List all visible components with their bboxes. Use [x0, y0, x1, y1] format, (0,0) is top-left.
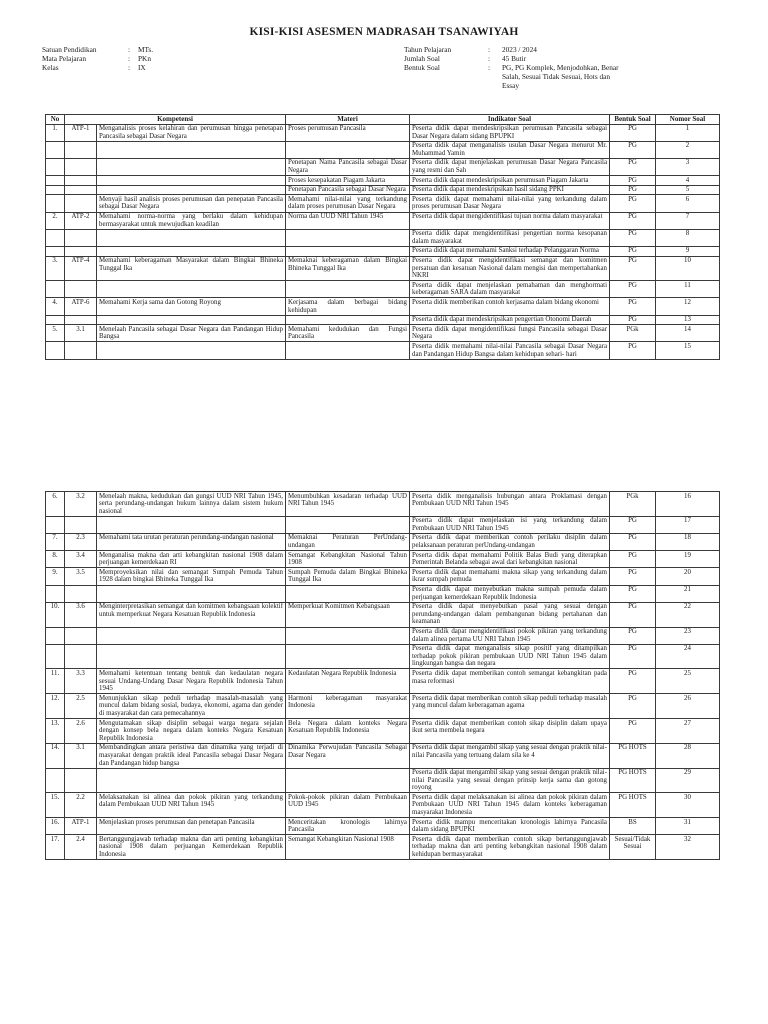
cell-materi	[286, 516, 410, 533]
meta-colon: :	[128, 53, 131, 63]
cell-code	[65, 281, 97, 298]
cell-kompetensi: Memahami tata urutan peraturan perundang-undangan nasional	[97, 533, 286, 550]
cell-indikator: Peserta didik dapat menyebutkan pasal yang sesuai dengan perundang-undangan dalam pembangunan bidang pertahanan dan keamanan	[410, 602, 610, 627]
cell-bentuk-soal: PG	[610, 342, 656, 359]
cell-no: 8.	[46, 551, 65, 568]
meta-colon: :	[128, 45, 131, 54]
cell-no: 1.	[46, 124, 65, 141]
cell-kompetensi: Menelaah makna, kedudukan dan gungsi UUD NRI Tahun 1945, serta perundang-undangan hukum lainnya dalam sistem hukum nasional	[97, 492, 286, 517]
table-body-page-2	[46, 492, 720, 860]
cell-kompetensi: Memahami Kerja sama dan Gotong Royong	[97, 298, 286, 315]
cell-indikator: Peserta didik dapat memahami Sanksi terhadap Pelanggaran Norma	[410, 246, 610, 256]
cell-bentuk-soal: PG HOTS	[610, 743, 656, 768]
cell-bentuk-soal: PG	[610, 602, 656, 627]
cell-bentuk-soal: PG HOTS	[610, 793, 656, 818]
cell-bentuk-soal: PG	[610, 533, 656, 550]
cell-code: ATP-1	[65, 818, 97, 835]
table-row	[46, 585, 720, 602]
cell-bentuk-soal: PG	[610, 212, 656, 229]
cell-materi: Proses kesepakatan Piagam Jakarta	[286, 176, 410, 186]
cell-nomor-soal: 25	[656, 669, 720, 694]
meta-left	[42, 46, 153, 73]
cell-indikator: Peserta didik dapat menjelaskan isi yang terkandung dalam Pembukaan UUD NRI Tahun 1945	[410, 516, 610, 533]
cell-kompetensi	[97, 246, 286, 256]
cell-nomor-soal: 21	[656, 585, 720, 602]
cell-nomor-soal: 15	[656, 342, 720, 359]
cell-no	[46, 644, 65, 669]
cell-materi	[286, 246, 410, 256]
cell-indikator: Peserta didik dapat mengambil sikap yang sesuai dengan praktik nilai-nilai Pancasila yang sesuai dengan prinsip kerja sama dan gotong royong	[410, 768, 610, 793]
cell-indikator: Peserta didik dapat mengidentifikasi semangat dan komitmen persatuan dan kesatuan Nasional dalam mengisi dan mempertahankan NKRI	[410, 256, 610, 281]
cell-kompetensi: Menyaji hasil analisis proses perumusan dan penepatan Pancasila sebagai Dasar Negara	[97, 195, 286, 212]
cell-bentuk-soal: PG	[610, 124, 656, 141]
cell-kompetensi	[97, 516, 286, 533]
cell-materi: Dinamika Perwujudan Pancasila Sebagai Dasar Negara	[286, 743, 410, 768]
cell-bentuk-soal: PG	[610, 281, 656, 298]
cell-code	[65, 627, 97, 644]
cell-code: 3.6	[65, 602, 97, 627]
cell-materi	[286, 229, 410, 246]
meta-value: MTs.	[138, 45, 154, 54]
cell-materi	[286, 281, 410, 298]
meta-colon: :	[488, 53, 491, 63]
cell-materi: Kedaulatan Negara Republik Indonesia	[286, 669, 410, 694]
cell-materi: Semangat Kebangkitan Nasional Tahun 1908	[286, 551, 410, 568]
cell-kompetensi	[97, 315, 286, 325]
cell-kompetensi: Melaksanakan isi alinea dan pokok pikiran yang terkandung dalam Pembukaan UUD NRI Tahun 1945	[97, 793, 286, 818]
table-row	[46, 492, 720, 517]
cell-no: 17.	[46, 835, 65, 860]
cell-code: 3.2	[65, 492, 97, 517]
meta-value: IX	[138, 62, 146, 72]
table-row	[46, 835, 720, 860]
cell-no	[46, 342, 65, 359]
cell-no: 14.	[46, 743, 65, 768]
cell-nomor-soal: 1	[656, 124, 720, 141]
meta-right	[404, 46, 624, 91]
cell-code: ATP-4	[65, 256, 97, 281]
cell-code: 2.2	[65, 793, 97, 818]
cell-nomor-soal: 4	[656, 176, 720, 186]
cell-no	[46, 281, 65, 298]
cell-no	[46, 158, 65, 175]
cell-kompetensi: Menunjukkan sikap peduli terhadap masalah-masalah yang muncul dalam bidang sosial, budaya, ekonomi, agama dan gender di masyarakat dan cara pemecahannya	[97, 694, 286, 719]
cell-materi: Memaknai keberagaman dalam Bingkai Bhineka Tunggal Ika	[286, 256, 410, 281]
cell-nomor-soal: 23	[656, 627, 720, 644]
cell-indikator: Peserta didik dapat mendeskripsikan pengertian Otonomi Daerah	[410, 315, 610, 325]
table-row	[46, 768, 720, 793]
table-row	[46, 212, 720, 229]
cell-code	[65, 141, 97, 158]
cell-code	[65, 195, 97, 212]
table-row	[46, 719, 720, 744]
cell-materi: Kerjasama dalam berbagai bidang kehidupan	[286, 298, 410, 315]
cell-nomor-soal: 18	[656, 533, 720, 550]
cell-code: 3.3	[65, 669, 97, 694]
cell-kompetensi	[97, 585, 286, 602]
cell-nomor-soal: 14	[656, 325, 720, 342]
cell-kompetensi: Menganalisa makna dan arti kebangkitan nasional 1908 dalam perjuangan kemerdekaan RI	[97, 551, 286, 568]
cell-materi: Memahami nilai-nilai yang terkandung dalam proses perumusan Dasar Negara	[286, 195, 410, 212]
cell-nomor-soal: 16	[656, 492, 720, 517]
cell-bentuk-soal: PG	[610, 719, 656, 744]
header-indikator: Indikator Soal	[410, 115, 610, 125]
cell-nomor-soal: 13	[656, 315, 720, 325]
cell-bentuk-soal: Sesuai/Tidak Sesuai	[610, 835, 656, 860]
cell-materi	[286, 627, 410, 644]
cell-nomor-soal: 17	[656, 516, 720, 533]
cell-code	[65, 246, 97, 256]
cell-bentuk-soal: PGk	[610, 325, 656, 342]
cell-bentuk-soal: PG HOTS	[610, 768, 656, 793]
cell-indikator: Peserta didik dapat mengidentifikasi fungsi Pancasila sebagai Dasar Negara	[410, 325, 610, 342]
cell-kompetensi: Menjelaskan proses perumusan dan penetapan Pancasila	[97, 818, 286, 835]
cell-no: 6.	[46, 492, 65, 517]
table-row	[46, 124, 720, 141]
cell-materi: Proses perumusan Pancasila	[286, 124, 410, 141]
cell-kompetensi: Mengutamakan sikap disiplin sebagai warga negara sejalan dengan konsep bela negara dalam konteks Negara Kesatuan Republik Indonesia	[97, 719, 286, 744]
cell-indikator: Peserta didik dapat memberikan contoh sikap bertanggungjawab terhadap makna dan arti penting kebangkitan nasional 1908 dalam kehidupan bermasyarakat	[410, 835, 610, 860]
cell-nomor-soal: 3	[656, 158, 720, 175]
cell-bentuk-soal: PG	[610, 229, 656, 246]
cell-materi: Penetapan Pancasila sebagai Dasar Negara	[286, 185, 410, 195]
cell-no	[46, 516, 65, 533]
cell-indikator: Peserta didik dapat mengidentifikasi tujuan norma dalam masyarakat	[410, 212, 610, 229]
cell-nomor-soal: 10	[656, 256, 720, 281]
cell-no: 13.	[46, 719, 65, 744]
meta-value: PKn	[138, 53, 151, 63]
table-row	[46, 298, 720, 315]
cell-bentuk-soal: PG	[610, 644, 656, 669]
cell-no: 10.	[46, 602, 65, 627]
cell-materi	[286, 315, 410, 325]
meta-value: 2023 / 2024	[502, 45, 537, 54]
meta-colon: :	[128, 62, 131, 72]
cell-bentuk-soal: BS	[610, 818, 656, 835]
cell-kompetensi: Bertanggungjawab terhadap makna dan arti penting kebangkitan nasional 1908 dalam perjuangan Kemerdekaan Republik Indonesia	[97, 835, 286, 860]
cell-materi: Menumbuhkan kesadaran terhadap UUD NRI Tahun 1945	[286, 492, 410, 517]
cell-no: 9.	[46, 568, 65, 585]
cell-materi: Penetapan Nama Pancasila sebagai Dasar Negara	[286, 158, 410, 175]
cell-nomor-soal: 6	[656, 195, 720, 212]
meta-key: Jumlah Soal	[404, 53, 440, 63]
kisi-table-page-1	[45, 114, 720, 360]
cell-indikator: Peserta didik dapat menjelaskan perumusan Dasar Negara Pancasila yang resmi dan Sah	[410, 158, 610, 175]
cell-indikator: Peserta didik dapat memberikan contoh sikap disiplin dalam upaya ikut serta membela negara	[410, 719, 610, 744]
cell-kompetensi	[97, 768, 286, 793]
cell-code: 3.1	[65, 743, 97, 768]
table-row	[46, 516, 720, 533]
cell-no	[46, 185, 65, 195]
cell-bentuk-soal: PG	[610, 176, 656, 186]
cell-no	[46, 768, 65, 793]
cell-code	[65, 644, 97, 669]
cell-no	[46, 585, 65, 602]
cell-bentuk-soal: PG	[610, 585, 656, 602]
header-kompetensi: Kompetensi	[65, 115, 286, 125]
cell-bentuk-soal: PG	[610, 195, 656, 212]
cell-no	[46, 176, 65, 186]
table-row	[46, 325, 720, 342]
cell-kompetensi	[97, 176, 286, 186]
table-row	[46, 256, 720, 281]
cell-nomor-soal: 32	[656, 835, 720, 860]
table-row	[46, 568, 720, 585]
cell-bentuk-soal: PG	[610, 141, 656, 158]
cell-code	[65, 315, 97, 325]
cell-materi: Memaknai Peraturan PerUndang-undangan	[286, 533, 410, 550]
table-body-page-1	[46, 124, 720, 359]
table-row	[46, 602, 720, 627]
cell-nomor-soal: 7	[656, 212, 720, 229]
cell-no: 2.	[46, 212, 65, 229]
table-row	[46, 627, 720, 644]
cell-materi	[286, 768, 410, 793]
cell-nomor-soal: 2	[656, 141, 720, 158]
cell-no	[46, 246, 65, 256]
cell-materi: Menceritakan kronologis lahirnya Pancasila	[286, 818, 410, 835]
table-row	[46, 793, 720, 818]
cell-materi	[286, 644, 410, 669]
table-row	[46, 644, 720, 669]
cell-code	[65, 176, 97, 186]
cell-indikator: Peserta didik dapat mendeskripsikan hasil sidang PPKI	[410, 185, 610, 195]
cell-code: 2.4	[65, 835, 97, 860]
cell-no	[46, 315, 65, 325]
header-nomor-soal: Nomor Soal	[656, 115, 720, 125]
cell-kompetensi: Memahami norma-norma yang berlaku dalam kehidupan bermasyarakat untuk mewujudkan keadilan	[97, 212, 286, 229]
cell-nomor-soal: 12	[656, 298, 720, 315]
table-row	[46, 195, 720, 212]
cell-kompetensi	[97, 185, 286, 195]
kisi-table-page-2	[45, 491, 720, 860]
cell-nomor-soal: 30	[656, 793, 720, 818]
cell-nomor-soal: 24	[656, 644, 720, 669]
table-row	[46, 315, 720, 325]
cell-indikator: Peserta didik memberikan contoh kerjasama dalam bidang ekonomi	[410, 298, 610, 315]
cell-kompetensi	[97, 281, 286, 298]
cell-indikator: Peserta didik mampu menceritakan kronologis lahirnya Pancasila dalam sidang BPUPKI	[410, 818, 610, 835]
cell-indikator: Peserta didik dapat mendeskripsikan perumusan Piagam Jakarta	[410, 176, 610, 186]
meta-colon: :	[488, 45, 491, 54]
table-row	[46, 533, 720, 550]
cell-code: 2.3	[65, 533, 97, 550]
table-row	[46, 141, 720, 158]
cell-bentuk-soal: PG	[610, 158, 656, 175]
cell-kompetensi: Memahami keberagaman Masyarakat dalam Bingkai Bhineka Tunggal Ika	[97, 256, 286, 281]
cell-no: 16.	[46, 818, 65, 835]
meta-key: Bentuk Soal	[404, 62, 440, 72]
cell-indikator: Peserta didik dapat memahami nilai-nilai yang terkandung dalam proses perumusan Dasar Negara	[410, 195, 610, 212]
cell-code	[65, 229, 97, 246]
cell-materi: Memahami kedudukan dan Fungsi Pancasila	[286, 325, 410, 342]
cell-indikator: Peserta didik dapat mengidentifikasi pengertian norma kesopanan dalam masyarakat	[410, 229, 610, 246]
cell-bentuk-soal: PG	[610, 568, 656, 585]
cell-bentuk-soal: PG	[610, 246, 656, 256]
meta-key: Kelas	[42, 62, 59, 72]
cell-kompetensi	[97, 627, 286, 644]
meta-value: 45 Butir	[502, 53, 527, 63]
cell-bentuk-soal: PG	[610, 516, 656, 533]
cell-kompetensi	[97, 644, 286, 669]
cell-no: 5.	[46, 325, 65, 342]
table-header-row	[46, 115, 720, 125]
meta-key: Mata Pelajaran	[42, 53, 86, 63]
cell-materi: Bela Negara dalam konteks Negara Kesatuan Republik Indonesia	[286, 719, 410, 744]
cell-nomor-soal: 20	[656, 568, 720, 585]
cell-code	[65, 516, 97, 533]
meta-key: Tahun Pelajaran	[404, 45, 452, 54]
meta-key: Satuan Pendidikan	[42, 45, 97, 54]
cell-kompetensi	[97, 342, 286, 359]
table-row	[46, 281, 720, 298]
cell-code	[65, 585, 97, 602]
cell-indikator: Peserta didik dapat mengidentifikasi pokok pikiran yang terkandung dalam alinea pertama UU NRI Tahun 1945	[410, 627, 610, 644]
cell-bentuk-soal: PG	[610, 694, 656, 719]
cell-kompetensi: Menelaah Pancasila sebagai Dasar Negara dan Pandangan Hidup Bangsa	[97, 325, 286, 342]
table-row	[46, 185, 720, 195]
cell-no: 11.	[46, 669, 65, 694]
cell-bentuk-soal: PG	[610, 298, 656, 315]
table-row	[46, 669, 720, 694]
cell-code: 3.1	[65, 325, 97, 342]
cell-indikator: Peserta didik memahami nilai-nilai Pancasila sebagai Dasar Negara dan Pandangan Hidup Bangsa dalam kehidupan sehari- hari	[410, 342, 610, 359]
cell-no: 12.	[46, 694, 65, 719]
cell-nomor-soal: 28	[656, 743, 720, 768]
cell-kompetensi	[97, 141, 286, 158]
cell-nomor-soal: 19	[656, 551, 720, 568]
cell-materi: Semangat Kebangkitan Nasional 1908	[286, 835, 410, 860]
cell-code	[65, 342, 97, 359]
cell-nomor-soal: 5	[656, 185, 720, 195]
table-row	[46, 818, 720, 835]
table-row	[46, 694, 720, 719]
header-materi: Materi	[286, 115, 410, 125]
cell-nomor-soal: 26	[656, 694, 720, 719]
cell-indikator: Peserta didik menganalisis hubungan antara Proklamasi dengan Pembukaan UUD NRI Tahun 1945	[410, 492, 610, 517]
cell-code: ATP-6	[65, 298, 97, 315]
cell-indikator: Peserta didik dapat memahami makna sikap yang terkandung dalam ikrar sumpah pemuda	[410, 568, 610, 585]
cell-indikator: Peserta didik dapat mendeskripsikan perumusan Pancasila sebagai Dasar Negara dalam sidang BPUPKI	[410, 124, 610, 141]
cell-kompetensi: Menginterpretasikan semangat dan komitmen kebangsaan kolektif untuk memperkuat Negara Kesatuan Republik Indonesia	[97, 602, 286, 627]
cell-kompetensi: Memproyeksikan nilai dan semangat Sumpah Pemuda Tahun 1928 dalam bingkai Bhineka Tunggal Ika	[97, 568, 286, 585]
cell-indikator: Peserta didik dapat menjelaskan pemahaman dan menghormati keberagaman SARA dalam masyarakat	[410, 281, 610, 298]
cell-materi: Sumpah Pemuda dalam Bingkai Bhineka Tunggal Ika	[286, 568, 410, 585]
cell-kompetensi: Memahami ketentuan tentang bentuk dan kedaulatan negara sesuai Undang-Undang Dasar Negara Republik Indonesia Tahun 1945	[97, 669, 286, 694]
cell-no: 3.	[46, 256, 65, 281]
table-row	[46, 176, 720, 186]
cell-code	[65, 768, 97, 793]
cell-no: 7.	[46, 533, 65, 550]
cell-materi	[286, 141, 410, 158]
table-row	[46, 342, 720, 359]
cell-materi: Pokok-pokok pikiran dalam Pembukaan UUD 1945	[286, 793, 410, 818]
cell-nomor-soal: 27	[656, 719, 720, 744]
cell-code: 2.6	[65, 719, 97, 744]
cell-nomor-soal: 8	[656, 229, 720, 246]
cell-nomor-soal: 31	[656, 818, 720, 835]
header-no: No	[46, 115, 65, 125]
cell-bentuk-soal: PG	[610, 669, 656, 694]
cell-indikator: Peserta didik dapat memberikan contoh perilaku disiplin dalam pelaksanaan peraturan perUndang-undangan	[410, 533, 610, 550]
table-row	[46, 743, 720, 768]
table-row	[46, 551, 720, 568]
cell-materi: Harmoni keberagaman masyarakat Indonesia	[286, 694, 410, 719]
cell-indikator: Peserta didik dapat menganalisis sikap positif yang ditampilkan terhadap pokok pikiran pembukaan UUD NRI Tahun 1945 dalam lingkungan bangsa dan negara	[410, 644, 610, 669]
cell-materi	[286, 585, 410, 602]
meta-row-bentuk	[404, 64, 624, 91]
cell-bentuk-soal: PG	[610, 551, 656, 568]
cell-materi: Memperkuat Komitmen Kebangsaan	[286, 602, 410, 627]
cell-materi	[286, 342, 410, 359]
cell-kompetensi: Membandingkan antara peristiwa dan dinamika yang terjadi di masyarakat dengan praktik ideal Pancasila sebagai Dasar Negara dan Pandangan hidup bangsa	[97, 743, 286, 768]
cell-nomor-soal: 11	[656, 281, 720, 298]
meta-row-kelas	[42, 64, 153, 73]
cell-bentuk-soal: PG	[610, 315, 656, 325]
cell-nomor-soal: 22	[656, 602, 720, 627]
cell-code	[65, 185, 97, 195]
cell-kompetensi	[97, 229, 286, 246]
cell-code: 2.5	[65, 694, 97, 719]
cell-indikator: Peserta didik dapat memahami Politik Balas Budi yang diterapkan Pemerintah Belanda sebagai awal dari kebangkitan nasional	[410, 551, 610, 568]
cell-bentuk-soal: PGk	[610, 492, 656, 517]
cell-indikator: Peserta didik dapat memberikan contoh semangat kebangkitan pada masa reformasi	[410, 669, 610, 694]
cell-no	[46, 627, 65, 644]
cell-code: 3.4	[65, 551, 97, 568]
cell-bentuk-soal: PG	[610, 185, 656, 195]
cell-no	[46, 195, 65, 212]
cell-nomor-soal: 9	[656, 246, 720, 256]
cell-code: 3.5	[65, 568, 97, 585]
cell-kompetensi	[97, 158, 286, 175]
document-title: KISI-KISI ASESMEN MADRASAH TSANAWIYAH	[249, 26, 519, 38]
cell-no: 4.	[46, 298, 65, 315]
cell-indikator: Peserta didik dapat mengambil sikap yang sesuai dengan praktik nilai-nilai Pancasila yang tertuang dalam sila ke 4	[410, 743, 610, 768]
cell-no: 15.	[46, 793, 65, 818]
cell-materi: Norma dan UUD NRI Tahun 1945	[286, 212, 410, 229]
cell-code: ATP-1	[65, 124, 97, 141]
cell-indikator: Peserta didik dapat menganalisis usulan Dasar Negara menurut Mr. Muhammad Yamin	[410, 141, 610, 158]
meta-value: PG, PG Komplek, Menjodohkan, Benar Salah, Sesuai Tidak Sesuai, Hots dan Essay	[502, 62, 619, 90]
cell-nomor-soal: 29	[656, 768, 720, 793]
cell-indikator: Peserta didik dapat memberikan contoh sikap peduli terhadap masalah yang muncul dalam keberagaman agama	[410, 694, 610, 719]
meta-colon: :	[488, 62, 491, 72]
table-row	[46, 229, 720, 246]
cell-kompetensi: Menganalisis proses kelahiran dan perumusan hingga penetapan Pancasila sebagai Dasar Negara	[97, 124, 286, 141]
cell-no	[46, 141, 65, 158]
cell-code	[65, 158, 97, 175]
header-bentuk-soal: Bentuk Soal	[610, 115, 656, 125]
cell-bentuk-soal: PG	[610, 256, 656, 281]
table-row	[46, 246, 720, 256]
cell-code: ATP-2	[65, 212, 97, 229]
cell-no	[46, 229, 65, 246]
table-row	[46, 158, 720, 175]
cell-bentuk-soal: PG	[610, 627, 656, 644]
cell-indikator: Peserta didik dapat menyebutkan makna sumpah pemuda dalam perjuangan kemerdekaan Republik Indonesia	[410, 585, 610, 602]
cell-indikator: Peserta didik dapat melaksanakan isi alinea dan pokok pikiran dalam Pembukaan UUD NRI Tahun 1945 dalam konteks keberagaman masyarakat Indonesia	[410, 793, 610, 818]
